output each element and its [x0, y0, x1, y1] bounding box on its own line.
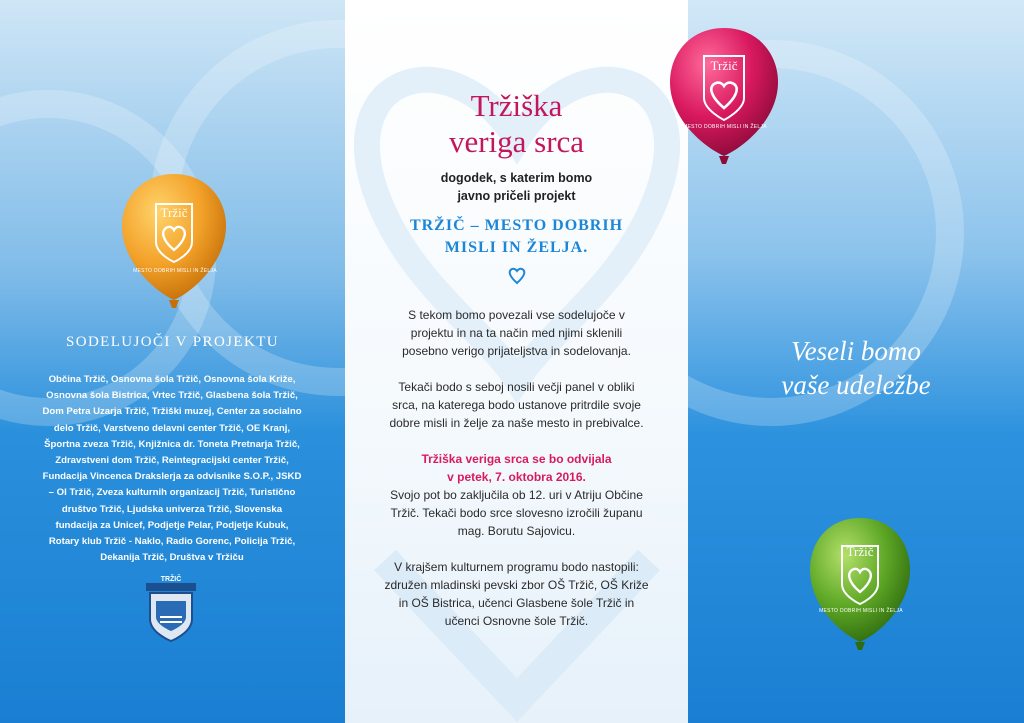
paragraph-intro	[373, 306, 660, 360]
highlight-line: v petek, 7. oktobra 2016.	[447, 470, 586, 484]
title-line: veriga srca	[448, 124, 585, 159]
slogan-line: MISLI IN ŽELJA.	[444, 239, 589, 256]
welcome-line: vaše udeležbe	[781, 370, 931, 400]
event-description	[373, 306, 660, 648]
text-line: Tekači bodo s seboj nosili večji panel v obliki	[398, 380, 635, 394]
balloon-brand-text: Tržič	[160, 205, 188, 220]
subtitle-line: dogodek, s katerim bomo	[440, 171, 593, 185]
text-line: Tržič. Tekači bodo srce slovesno izročili županu	[390, 506, 643, 520]
participants-line: Zdravstveni dom Tržič, Reintegracijski center Tržič,	[55, 455, 289, 467]
participants-line: Dom Petra Uzarja Tržič, Tržiški muzej, Center za socialno	[42, 406, 302, 418]
participants-list	[36, 372, 308, 566]
paragraph-date	[373, 450, 660, 540]
paragraph-panel	[373, 378, 660, 432]
balloon-brand-text: Tržič	[710, 58, 738, 73]
slogan-line: TRŽIČ – MESTO DOBRIH	[409, 217, 624, 234]
text-line: posebno verigo prijateljstva in sodelovanja.	[402, 344, 631, 358]
welcome-message	[688, 334, 1024, 402]
participants-line: društvo Tržič, Ljudska univerza Tržič, Slovenska	[61, 503, 283, 515]
tržič-crest-logo	[146, 573, 196, 643]
text-line: srca, na katerega bodo ustanove pritrdile svoje	[392, 398, 641, 412]
text-line: Svojo pot bo zaključila ob 12. uri v Atriju Občine	[390, 488, 643, 502]
heart-icon	[506, 264, 528, 286]
event-subtitle	[345, 169, 688, 205]
text-line: mag. Borutu Sajovicu.	[457, 524, 576, 538]
participants-line: Športna zveza Tržič, Knjižnica dr. Toneta Pretnarja Tržič,	[44, 438, 300, 450]
participants-line: – OI Tržič, Zveza kulturnih organizacij Tržič, Turistično	[48, 487, 296, 499]
text-line: S tekom bomo povezali vse sodelujoče v	[408, 308, 625, 322]
paragraph-program	[373, 558, 660, 630]
subtitle-line: javno pričeli projekt	[457, 189, 576, 203]
participants-line: Fundacija Vincenca Drakslerja za odvisnike S.O.P., JSKD	[42, 471, 302, 483]
participants-line: delo Tržič, Varstveno delavni center Tržič, OE Kranj,	[53, 422, 291, 434]
participants-line: Dekanija Tržič, Društva v Tržiču	[100, 552, 244, 564]
text-line: dobre misli in želje za naše mesto in prebivalce.	[389, 416, 644, 430]
balloon-orange	[118, 172, 230, 310]
participants-line: Osnovna šola Bistrica, Vrtec Tržič, Glasbena šola Tržič,	[46, 390, 298, 402]
text-line: in OŠ Bistrica, učenci Glasbene šole Tržič in	[398, 596, 635, 610]
participants-line: Občina Tržič, Osnovna šola Tržič, Osnovna šola Križe,	[48, 374, 296, 385]
title-line: Tržiška	[470, 88, 563, 123]
welcome-line: Veseli bomo	[791, 336, 921, 366]
balloon-ring-text: MESTO DOBRIH MISLI IN ŽELJA	[683, 124, 767, 130]
balloon-ring-text: MESTO DOBRIH MISLI IN ŽELJA	[133, 268, 217, 274]
balloon-brand-text: Tržič	[846, 544, 874, 559]
text-line: združen mladinski pevski zbor OŠ Tržič, OŠ Križe	[384, 578, 649, 592]
highlight-line: Tržiška veriga srca se bo odvijala	[421, 452, 612, 466]
text-line: učenci Osnovne šole Tržič.	[444, 614, 589, 628]
text-line: projektu in na ta način med njimi sklenili	[410, 326, 623, 340]
text-line: V krajšem kulturnem programu bodo nastopili:	[394, 560, 639, 574]
balloon-green	[806, 516, 914, 654]
participants-line: Rotary klub Tržič - Naklo, Radio Gorenc, Policija Tržič,	[48, 536, 296, 548]
crest-text: TRŽIČ	[160, 576, 182, 583]
participants-line: fundacija za Unicef, Podjetje Pelar, Podjetje Kubuk,	[55, 519, 289, 531]
participants-heading: SODELUJOČI V PROJEKTU	[65, 334, 280, 350]
balloon-ring-text: MESTO DOBRIH MISLI IN ŽELJA	[819, 608, 903, 614]
project-slogan	[345, 215, 688, 259]
event-title	[345, 88, 688, 160]
